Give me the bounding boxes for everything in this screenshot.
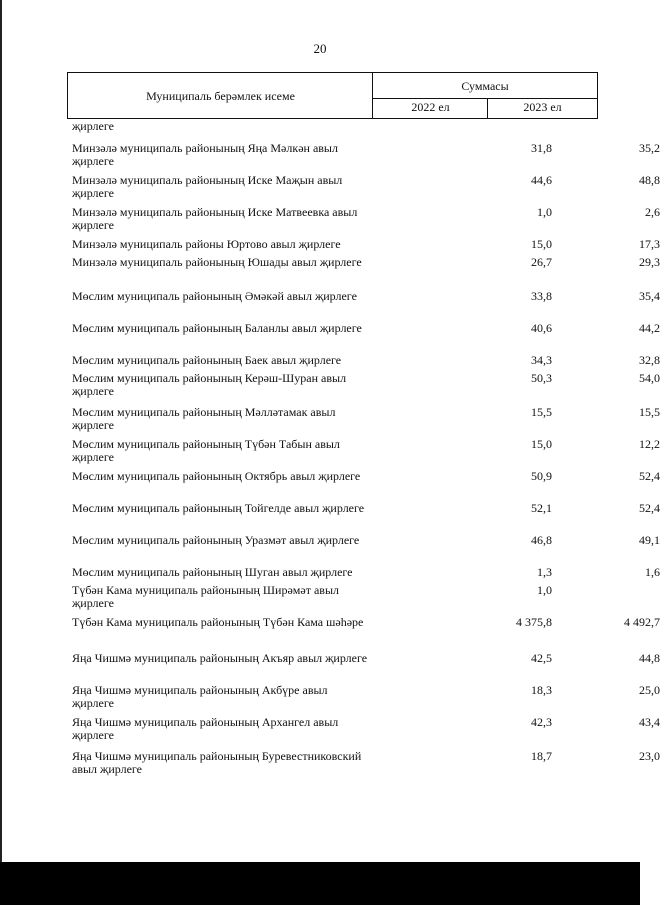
- value-2022: 46,8: [531, 533, 552, 547]
- header-year-2023-label: 2023 ел: [523, 100, 562, 114]
- value-2022: 1,0: [537, 205, 552, 219]
- value-2023: 17,3: [639, 237, 660, 251]
- municipality-name: Минзәлә муниципаль районының Иске Матвеевка авыл җирлеге: [72, 205, 358, 232]
- municipality-name: Мөслим муниципаль районының Мәлләтамак авыл җирлеге: [72, 405, 336, 432]
- scan-left-edge: [0, 0, 2, 862]
- value-2022: 1,0: [537, 583, 552, 597]
- value-2022: 42,5: [531, 651, 552, 665]
- municipality-name: Мөслим муниципаль районының Шуган авыл җирлеге: [72, 565, 353, 579]
- value-2022: 34,3: [531, 353, 552, 367]
- value-2023: 32,8: [639, 353, 660, 367]
- value-2022: 33,8: [531, 289, 552, 303]
- municipality-name: Яңа Чишмә муниципаль районының Буревестниковский авыл җирлеге: [72, 749, 362, 776]
- value-2023: 49,1: [639, 533, 660, 547]
- municipality-name: Мөслим муниципаль районының Октябрь авыл җирлеге: [72, 469, 361, 483]
- value-2022: 42,3: [531, 715, 552, 729]
- value-2023: 54,0: [639, 371, 660, 385]
- page-number: 20: [313, 41, 327, 56]
- municipality-name: Түбән Кама муниципаль районының Ширәмәт авыл җирлеге: [72, 583, 339, 610]
- municipality-name: Мөслим муниципаль районының Тойгелде авыл җирлеге: [72, 501, 365, 515]
- header-name-column: [67, 72, 373, 119]
- value-2023: 4 492,7: [624, 615, 660, 629]
- value-2023: 48,8: [639, 173, 660, 187]
- value-2022: 18,7: [531, 749, 552, 763]
- municipality-name: Мөслим муниципаль районының Уразмәт авыл җирлеге: [72, 533, 360, 547]
- value-2022: 52,1: [531, 501, 552, 515]
- value-2023: 29,3: [639, 255, 660, 269]
- value-2022: 18,3: [531, 683, 552, 697]
- value-2022: 15,0: [531, 237, 552, 251]
- value-2023: 25,0: [639, 683, 660, 697]
- value-2022: 26,7: [531, 255, 552, 269]
- value-2022: 50,9: [531, 469, 552, 483]
- value-2022: 15,5: [531, 405, 552, 419]
- value-2023: 12,2: [639, 437, 660, 451]
- value-2022: 4 375,8: [516, 615, 552, 629]
- header-year-2022-label: 2022 ел: [411, 100, 450, 114]
- header-year-2022: [372, 98, 488, 119]
- header-name-label: Муниципаль берәмлек исеме: [146, 89, 295, 103]
- value-2023: 1,6: [645, 565, 660, 579]
- municipality-name: Мөслим муниципаль районының Баланлы авыл җирлеге: [72, 321, 362, 335]
- value-2023: 52,4: [639, 501, 660, 515]
- continued-row-text: җирлеге: [72, 119, 114, 133]
- value-2022: 44,6: [531, 173, 552, 187]
- value-2022: 15,0: [531, 437, 552, 451]
- header-sum-column: [372, 72, 598, 99]
- value-2023: 35,4: [639, 289, 660, 303]
- municipality-name: Мөслим муниципаль районының Баек авыл җирлеге: [72, 353, 342, 367]
- municipality-name: Түбән Кама муниципаль районының Түбән Кама шәһәре: [72, 615, 364, 629]
- value-2022: 40,6: [531, 321, 552, 335]
- municipality-name: Яңа Чишмә муниципаль районының Архангел авыл җирлеге: [72, 715, 339, 742]
- header-sum-label: Суммасы: [461, 79, 509, 93]
- value-2023: 44,2: [639, 321, 660, 335]
- municipality-name: Яңа Чишмә муниципаль районының Акбүре авыл җирлеге: [72, 683, 328, 710]
- value-2022: 31,8: [531, 141, 552, 155]
- value-2022: 1,3: [537, 565, 552, 579]
- value-2022: 50,3: [531, 371, 552, 385]
- scan-bottom-bar: [0, 862, 640, 905]
- value-2023: 43,4: [639, 715, 660, 729]
- value-2023: 2,6: [645, 205, 660, 219]
- value-2023: 44,8: [639, 651, 660, 665]
- municipality-name: Минзәлә муниципаль районының Яңа Мәлкән авыл җирлеге: [72, 141, 338, 168]
- municipality-name: Мөслим муниципаль районының Әмәкәй авыл җирлеге: [72, 289, 357, 303]
- value-2023: 52,4: [639, 469, 660, 483]
- municipality-name: Яңа Чишмә муниципаль районының Акъяр авыл җирлеге: [72, 651, 368, 665]
- municipality-name: Минзәлә муниципаль районы Юртово авыл җирлеге: [72, 237, 341, 251]
- municipality-name: Мөслим муниципаль районының Түбән Табын авыл җирлеге: [72, 437, 340, 464]
- value-2023: 15,5: [639, 405, 660, 419]
- value-2023: 35,2: [639, 141, 660, 155]
- value-2023: 23,0: [639, 749, 660, 763]
- municipality-name: Мөслим муниципаль районының Керәш-Шуран авыл җирлеге: [72, 371, 347, 398]
- municipality-name: Минзәлә муниципаль районының Иске Маҗын авыл җирлеге: [72, 173, 343, 200]
- header-year-2023: [487, 98, 598, 119]
- municipality-name: Минзәлә муниципаль районының Юшады авыл җирлеге: [72, 255, 362, 269]
